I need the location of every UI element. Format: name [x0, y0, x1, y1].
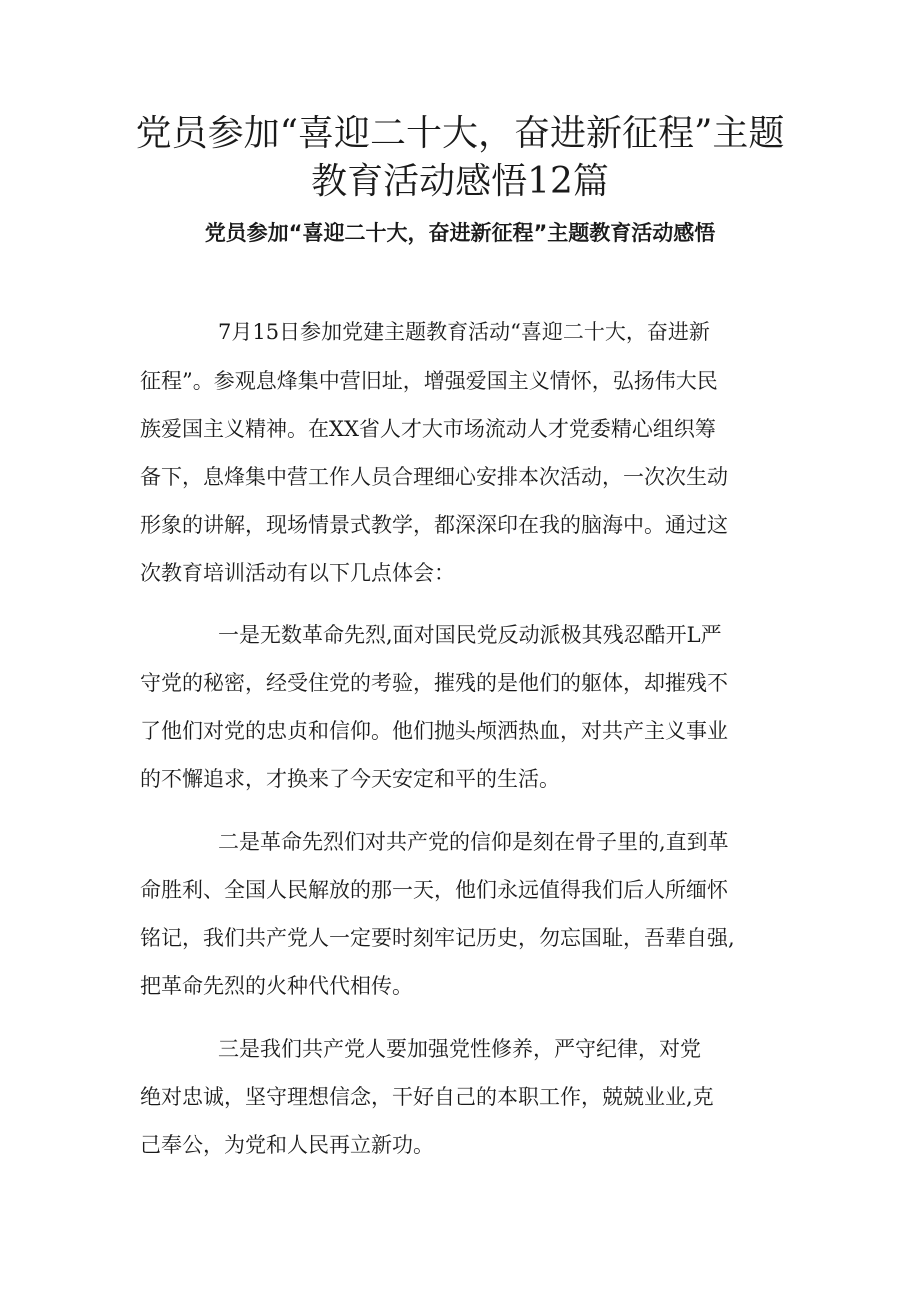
paragraph-line: 族爱国主义精神。在XX省人才大市场流动人才党委精心组织筹 [140, 417, 716, 441]
paragraph-line: 把革命先烈的火种代代相传。 [140, 974, 413, 998]
paragraph-line: 7月15日参加党建主题教育活动“喜迎二十大，奋进新 [218, 320, 710, 344]
paragraph-line: 三是我们共产党人要加强党性修养，严守纪律，对党 [218, 1037, 701, 1061]
paragraph-line: 形象的讲解，现场情景式教学，都深深印在我的脑海中。通过这 [140, 513, 728, 537]
document-title-line-1: 党员参加“喜迎二十大，奋进新征程”主题 [135, 113, 785, 154]
paragraph-line: 次教育培训活动有以下几点体会： [140, 561, 455, 585]
paragraph-line: 绝对忠诚，坚守理想信念，干好自己的本职工作，兢兢业业,克 [140, 1085, 714, 1109]
document-subtitle: 党员参加“喜迎二十大，奋进新征程”主题教育活动感悟 [204, 221, 716, 245]
paragraph-line: 命胜利、全国人民解放的那一天，他们永远值得我们后人所缅怀 [140, 878, 728, 902]
paragraph-line: 己奉公，为党和人民再立新功。 [140, 1133, 434, 1157]
paragraph-line: 一是无数革命先烈,面对国民党反动派极其残忍酷开L严 [218, 623, 722, 647]
paragraph-line: 铭记，我们共产党人一定要时刻牢记历史，勿忘国耻，吾辈自强, [140, 926, 735, 950]
document-title-line-2: 教育活动感悟12篇 [311, 161, 609, 202]
paragraph-line: 的不懈追求，才换来了今天安定和平的生活。 [140, 767, 560, 791]
paragraph-line: 二是革命先烈们对共产党的信仰是刻在骨子里的,直到革 [218, 830, 729, 854]
paragraph-line: 征程”。参观息烽集中营旧址，增强爱国主义情怀，弘扬伟大民 [140, 369, 718, 393]
paragraph-line: 守党的秘密，经受住党的考验，摧残的是他们的躯体，却摧残不 [140, 671, 728, 695]
paragraph-line: 了他们对党的忠贞和信仰。他们抛头颅洒热血，对共产主义事业 [140, 719, 728, 743]
paragraph-line: 备下，息烽集中营工作人员合理细心安排本次活动，一次次生动 [140, 465, 728, 489]
